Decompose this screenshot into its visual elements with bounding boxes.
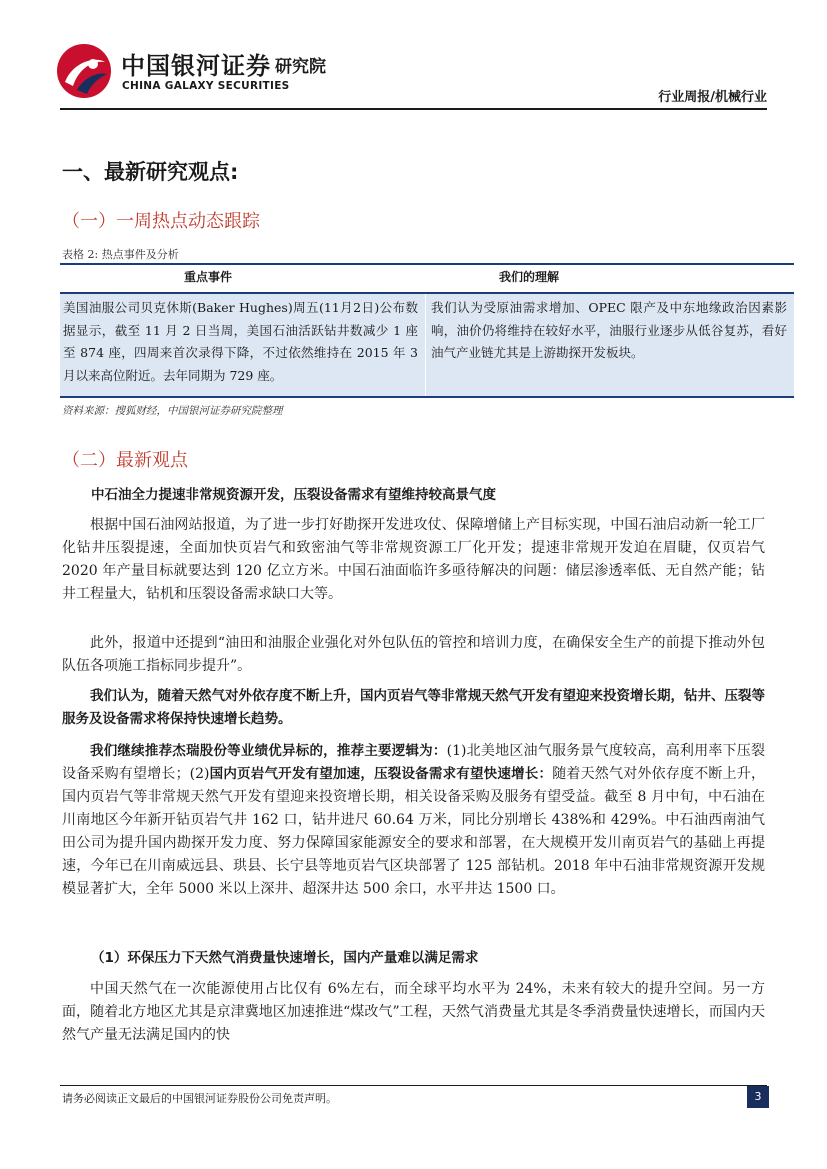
paragraph: 中国天然气在一次能源使用占比仅有 6%左右，而全球平均水平为 24%，未来有较大的提升空间。另一方面，随着北方地区尤其是京津冀地区加速推进“煤改气”工程，天然气消费量尤其是冬季消费量快速增长，而国内天然气产量无法满足国内的快	[62, 981, 765, 1043]
recommendation-detail: 随着天然气对外依存度不断上升，国内页岩气等非常规天然气开发有望迎来投资增长期，相关设备采购及服务有望受益。截至 8 月中旬，中石油在川南地区今年新开钻页岩气井 162 口，钻井进尺 60.64 万米，同比分别增长 438%和 429%。中石油西南油气田公司为提升国内勘探开发力度、努力保障国家能源安全的要求和部署，在大规模开发川南页岩气的基础上再提速，今年已在川南威远县、珙县、长宁县等地页岩气区块部署了 125 部钻机。2018 年中石油非常规资源开发规模显著扩大，全年 5000 米以上深井、超深井达 500 余口，水平井达 1500 口。	[62, 766, 766, 897]
recommendation-point: 国内页岩气开发有望加速，压裂设备需求有望快速增长：	[209, 766, 553, 782]
recommendation-lead: 我们继续推荐杰瑞股份等业绩优异标的，推荐主要逻辑为：	[90, 743, 447, 759]
logo-institute: 研究院	[275, 57, 326, 77]
paragraph: 此外，报道中还提到“油田和油服企业强化对外包队伍的管控和培训力度，在确保安全生产的前提下推动外包队伍各项施工指标同步提升”。	[62, 635, 765, 674]
page-number: 3	[747, 1086, 769, 1108]
paragraph-bold: 我们认为，随着天然气对外依存度不断上升，国内页岩气等非常规天然气开发有望迎来投资增长期，钻井、压裂等服务及设备需求将保持快速增长趋势。	[62, 688, 765, 727]
paragraph-recommendation	[62, 740, 765, 901]
galaxy-logo-icon	[55, 42, 113, 100]
table-caption: 表格 2: 热点事件及分析	[62, 248, 179, 261]
report-type: 行业周报/机械行业	[658, 90, 767, 105]
table-header-view: 我们的理解	[499, 270, 560, 284]
subsection-title-hotspots: （一）一周热点动态跟踪	[62, 211, 260, 232]
logo-chinese-name: 中国银河证券	[121, 52, 271, 80]
recommendation-text: (1)北美地区油气服务景气度较高，高利用率下压裂设备采购有望增长；(2)	[62, 743, 765, 782]
subsection-title-views: （二）最新观点	[62, 450, 188, 471]
table-cell-event: 美国油服公司贝克休斯(Baker Hughes)周五(11月2日)公布数据显示，截至 11 月 2 日当周，美国石油活跃钻井数减少 1 座至 874 座，四周来首次录得下降，不过依然维持在 2015 年 3 月以来高位附近。去年同期为 729 座。	[63, 300, 418, 383]
table-bottom-rule	[60, 396, 794, 398]
paragraph-heading: 中石油全力提速非常规资源开发，压裂设备需求有望维持较高景气度	[91, 487, 496, 503]
logo-english-name: CHINA GALAXY SECURITIES	[122, 80, 290, 92]
paragraph: 根据中国石油网站报道，为了进一步打好勘探开发进攻仗、保障增储上产目标实现，中国石油启动新一轮工厂化钻井压裂提速，全面加快页岩气和致密油气等非常规资源工厂化开发；提速非常规开发迫在眉睫，仅页岩气 2020 年产量目标就要达到 120 亿立方米。中国石油面临许多亟待解决的问题：储层渗透率低、无自然产能；钻井工程量大，钻机和压裂设备需求缺口大等。	[62, 517, 765, 602]
table-cell-view: 我们认为受原油需求增加、OPEC 限产及中东地缘政治因素影响，油价仍将维持在较好水平，油服行业逐步从低谷复苏，看好油气产业链尤其是上游勘探开发板块。	[431, 300, 787, 360]
section-title: 一、最新研究观点:	[62, 160, 239, 184]
footer-disclaimer: 请务必阅读正文最后的中国银河证券股份公司免责声明。	[62, 1092, 337, 1105]
table-header-event: 重点事件	[184, 270, 233, 284]
brand-logo	[55, 42, 355, 102]
table-column-divider	[425, 294, 426, 396]
paragraph-heading: （1）环保压力下天然气消费量快速增长，国内产量难以满足需求	[91, 950, 479, 966]
header-divider	[60, 108, 767, 110]
footer-divider	[60, 1085, 767, 1086]
table-top-rule	[60, 263, 794, 265]
table-source: 资料来源：搜狐财经，中国银河证券研究院整理	[62, 405, 283, 417]
